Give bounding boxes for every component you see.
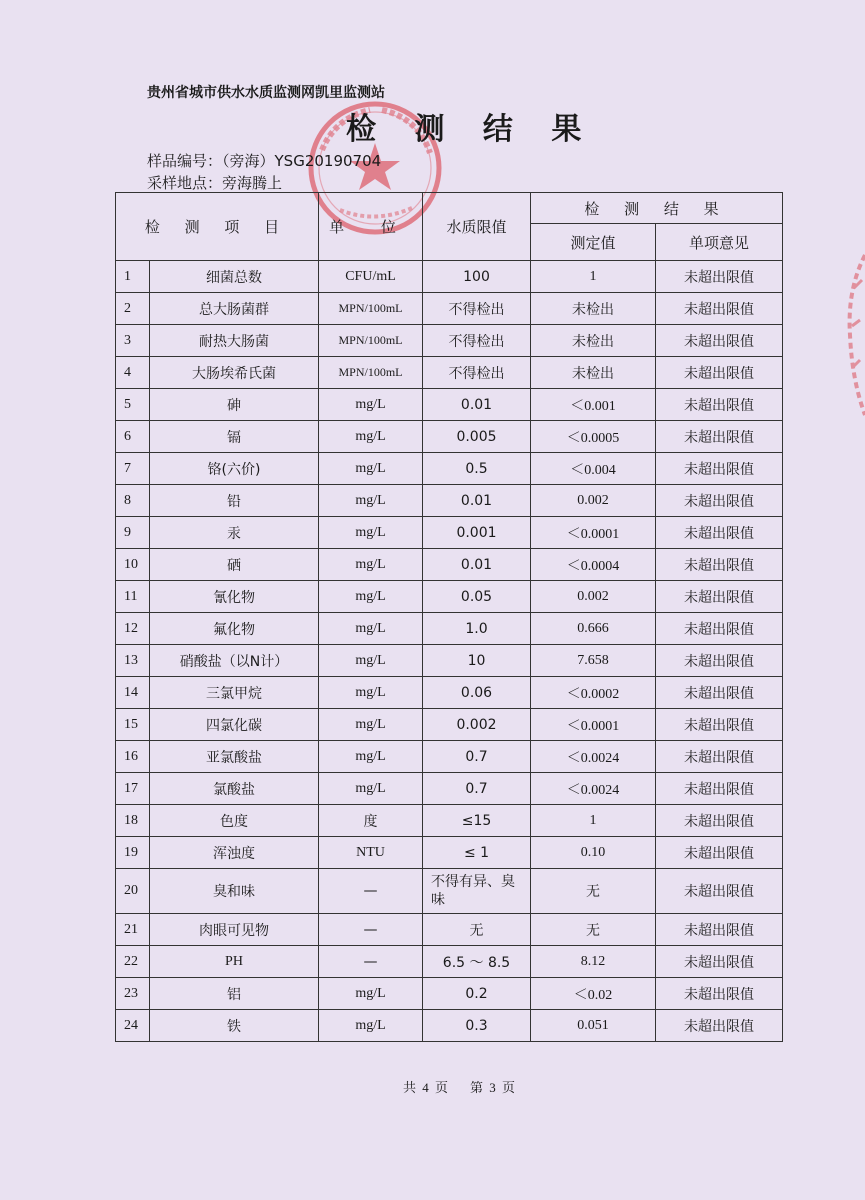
row-measured: 1 — [531, 805, 656, 837]
row-measured: ＜0.0001 — [531, 517, 656, 549]
row-item: 氯酸盐 — [150, 773, 319, 805]
table-row — [116, 741, 783, 773]
row-number: 19 — [116, 837, 150, 869]
row-measured: ＜0.0024 — [531, 741, 656, 773]
row-unit: — — [319, 869, 423, 914]
row-measured: ＜0.0024 — [531, 773, 656, 805]
row-item: 铅 — [150, 485, 319, 517]
row-opinion: 未超出限值 — [656, 581, 783, 613]
table-row — [116, 709, 783, 741]
row-opinion: 未超出限值 — [656, 946, 783, 978]
row-opinion: 未超出限值 — [656, 261, 783, 293]
row-unit: mg/L — [319, 645, 423, 677]
row-unit: MPN/100mL — [319, 325, 423, 357]
row-item: 四氯化碳 — [150, 709, 319, 741]
row-unit: mg/L — [319, 773, 423, 805]
row-unit: mg/L — [319, 549, 423, 581]
row-opinion: 未超出限值 — [656, 805, 783, 837]
row-measured: ＜0.001 — [531, 389, 656, 421]
row-measured: 7.658 — [531, 645, 656, 677]
row-unit: mg/L — [319, 453, 423, 485]
header-measured: 测定值 — [531, 224, 656, 261]
row-unit: mg/L — [319, 421, 423, 453]
table-row — [116, 357, 783, 389]
table-row — [116, 517, 783, 549]
table-row — [116, 325, 783, 357]
page-footer — [403, 1077, 537, 1096]
row-limit: 0.06 — [423, 677, 531, 709]
row-measured: 0.10 — [531, 837, 656, 869]
row-item: 色度 — [150, 805, 319, 837]
row-opinion: 未超出限值 — [656, 549, 783, 581]
row-unit: mg/L — [319, 389, 423, 421]
results-body — [116, 261, 783, 1042]
row-measured: 未检出 — [531, 293, 656, 325]
row-limit: 不得检出 — [423, 293, 531, 325]
table-row — [116, 677, 783, 709]
row-item: 总大肠菌群 — [150, 293, 319, 325]
row-item: 铬(六价) — [150, 453, 319, 485]
row-measured: 无 — [531, 914, 656, 946]
row-unit: — — [319, 946, 423, 978]
row-measured: 未检出 — [531, 325, 656, 357]
table-row — [116, 485, 783, 517]
row-unit: mg/L — [319, 741, 423, 773]
row-opinion: 未超出限值 — [656, 389, 783, 421]
header-item: 检 测 项 目 — [116, 193, 319, 261]
row-limit: 0.2 — [423, 978, 531, 1010]
row-unit: CFU/mL — [319, 261, 423, 293]
table-row — [116, 869, 783, 914]
header-opinion: 单项意见 — [656, 224, 783, 261]
row-item: 镉 — [150, 421, 319, 453]
row-measured: 无 — [531, 869, 656, 914]
table-row — [116, 421, 783, 453]
row-number: 3 — [116, 325, 150, 357]
row-number: 18 — [116, 805, 150, 837]
row-unit: 度 — [319, 805, 423, 837]
table-row — [116, 613, 783, 645]
table-row — [116, 805, 783, 837]
row-limit: ≤15 — [423, 805, 531, 837]
organization-name: 贵州省城市供水水质监测网凯里监测站 — [147, 85, 385, 101]
sample-site-value: 旁海腾上 — [222, 174, 283, 192]
table-row — [116, 261, 783, 293]
row-opinion: 未超出限值 — [656, 773, 783, 805]
row-measured: ＜0.0002 — [531, 677, 656, 709]
row-number: 10 — [116, 549, 150, 581]
row-number: 21 — [116, 914, 150, 946]
header-limit: 水质限值 — [423, 193, 531, 261]
row-limit: ≤ 1 — [423, 837, 531, 869]
row-limit: 不得检出 — [423, 325, 531, 357]
row-item: 臭和味 — [150, 869, 319, 914]
row-measured: 0.051 — [531, 1010, 656, 1042]
row-opinion: 未超出限值 — [656, 869, 783, 914]
row-unit: mg/L — [319, 485, 423, 517]
row-number: 9 — [116, 517, 150, 549]
row-limit: 10 — [423, 645, 531, 677]
row-number: 17 — [116, 773, 150, 805]
row-number: 14 — [116, 677, 150, 709]
row-item: 浑浊度 — [150, 837, 319, 869]
row-limit: 不得有异、臭味 — [423, 869, 531, 914]
row-opinion: 未超出限值 — [656, 978, 783, 1010]
row-measured: ＜0.0004 — [531, 549, 656, 581]
row-limit: 6.5 ～ 8.5 — [423, 946, 531, 978]
row-opinion: 未超出限值 — [656, 325, 783, 357]
row-number: 13 — [116, 645, 150, 677]
row-item: 细菌总数 — [150, 261, 319, 293]
row-number: 16 — [116, 741, 150, 773]
sample-number-label: 样品编号： — [147, 152, 223, 170]
sample-site — [147, 172, 282, 193]
row-limit: 0.002 — [423, 709, 531, 741]
row-item: 汞 — [150, 517, 319, 549]
row-item: 铝 — [150, 978, 319, 1010]
page-number: 第 3 页 — [470, 1080, 516, 1095]
row-item: 耐热大肠菌 — [150, 325, 319, 357]
row-number: 22 — [116, 946, 150, 978]
row-unit: mg/L — [319, 613, 423, 645]
row-opinion: 未超出限值 — [656, 517, 783, 549]
row-measured: ＜0.0005 — [531, 421, 656, 453]
row-limit: 0.7 — [423, 773, 531, 805]
row-item: 铁 — [150, 1010, 319, 1042]
row-limit: 0.005 — [423, 421, 531, 453]
row-unit: — — [319, 914, 423, 946]
row-item: 大肠埃希氏菌 — [150, 357, 319, 389]
row-unit: mg/L — [319, 677, 423, 709]
row-opinion: 未超出限值 — [656, 485, 783, 517]
row-measured: ＜0.02 — [531, 978, 656, 1010]
table-row — [116, 549, 783, 581]
row-item: 亚氯酸盐 — [150, 741, 319, 773]
total-pages: 共 4 页 — [403, 1080, 449, 1095]
row-opinion: 未超出限值 — [656, 613, 783, 645]
row-opinion: 未超出限值 — [656, 453, 783, 485]
row-measured: 0.002 — [531, 581, 656, 613]
table-row — [116, 645, 783, 677]
row-limit: 0.01 — [423, 485, 531, 517]
row-limit: 0.7 — [423, 741, 531, 773]
sample-site-label: 采样地点： — [147, 174, 223, 192]
row-limit: 0.01 — [423, 389, 531, 421]
row-number: 6 — [116, 421, 150, 453]
row-opinion: 未超出限值 — [656, 914, 783, 946]
row-number: 7 — [116, 453, 150, 485]
results-table — [115, 192, 783, 1042]
table-row — [116, 293, 783, 325]
row-unit: mg/L — [319, 978, 423, 1010]
seam-stamp-icon — [842, 250, 865, 420]
row-opinion: 未超出限值 — [656, 741, 783, 773]
row-opinion: 未超出限值 — [656, 357, 783, 389]
row-limit: 100 — [423, 261, 531, 293]
row-item: 硒 — [150, 549, 319, 581]
row-opinion: 未超出限值 — [656, 837, 783, 869]
row-item: 肉眼可见物 — [150, 914, 319, 946]
table-row — [116, 453, 783, 485]
page-title: 检 测 结 果 — [346, 112, 596, 147]
row-measured: ＜0.004 — [531, 453, 656, 485]
table-row — [116, 389, 783, 421]
sample-number — [147, 150, 381, 171]
row-limit: 0.01 — [423, 549, 531, 581]
row-number: 15 — [116, 709, 150, 741]
row-limit: 0.001 — [423, 517, 531, 549]
row-opinion: 未超出限值 — [656, 645, 783, 677]
row-item: 三氯甲烷 — [150, 677, 319, 709]
table-row — [116, 837, 783, 869]
row-opinion: 未超出限值 — [656, 709, 783, 741]
row-measured: ＜0.0001 — [531, 709, 656, 741]
table-row — [116, 978, 783, 1010]
row-number: 12 — [116, 613, 150, 645]
row-opinion: 未超出限值 — [656, 677, 783, 709]
row-measured: 8.12 — [531, 946, 656, 978]
row-unit: MPN/100mL — [319, 357, 423, 389]
row-unit: mg/L — [319, 1010, 423, 1042]
table-row — [116, 946, 783, 978]
row-opinion: 未超出限值 — [656, 1010, 783, 1042]
row-limit: 不得检出 — [423, 357, 531, 389]
row-limit: 1.0 — [423, 613, 531, 645]
row-number: 24 — [116, 1010, 150, 1042]
header-unit: 单 位 — [319, 193, 423, 261]
row-number: 20 — [116, 869, 150, 914]
row-measured: 未检出 — [531, 357, 656, 389]
row-opinion: 未超出限值 — [656, 421, 783, 453]
row-limit: 0.5 — [423, 453, 531, 485]
row-opinion: 未超出限值 — [656, 293, 783, 325]
row-limit: 无 — [423, 914, 531, 946]
row-item: 砷 — [150, 389, 319, 421]
header-result-group: 检 测 结 果 — [531, 193, 783, 224]
table-row — [116, 581, 783, 613]
row-unit: MPN/100mL — [319, 293, 423, 325]
row-measured: 0.666 — [531, 613, 656, 645]
row-item: PH — [150, 946, 319, 978]
row-number: 1 — [116, 261, 150, 293]
table-row — [116, 1010, 783, 1042]
row-limit: 0.3 — [423, 1010, 531, 1042]
row-measured: 1 — [531, 261, 656, 293]
row-limit: 0.05 — [423, 581, 531, 613]
row-unit: mg/L — [319, 709, 423, 741]
row-number: 4 — [116, 357, 150, 389]
sample-number-value: （旁海）YSG20190704 — [222, 152, 382, 170]
row-unit: NTU — [319, 837, 423, 869]
row-number: 2 — [116, 293, 150, 325]
row-number: 8 — [116, 485, 150, 517]
table-row — [116, 914, 783, 946]
row-unit: mg/L — [319, 581, 423, 613]
row-number: 11 — [116, 581, 150, 613]
table-row — [116, 773, 783, 805]
row-item: 氰化物 — [150, 581, 319, 613]
row-number: 23 — [116, 978, 150, 1010]
row-measured: 0.002 — [531, 485, 656, 517]
row-item: 硝酸盐（以N计） — [150, 645, 319, 677]
row-number: 5 — [116, 389, 150, 421]
row-unit: mg/L — [319, 517, 423, 549]
row-item: 氟化物 — [150, 613, 319, 645]
